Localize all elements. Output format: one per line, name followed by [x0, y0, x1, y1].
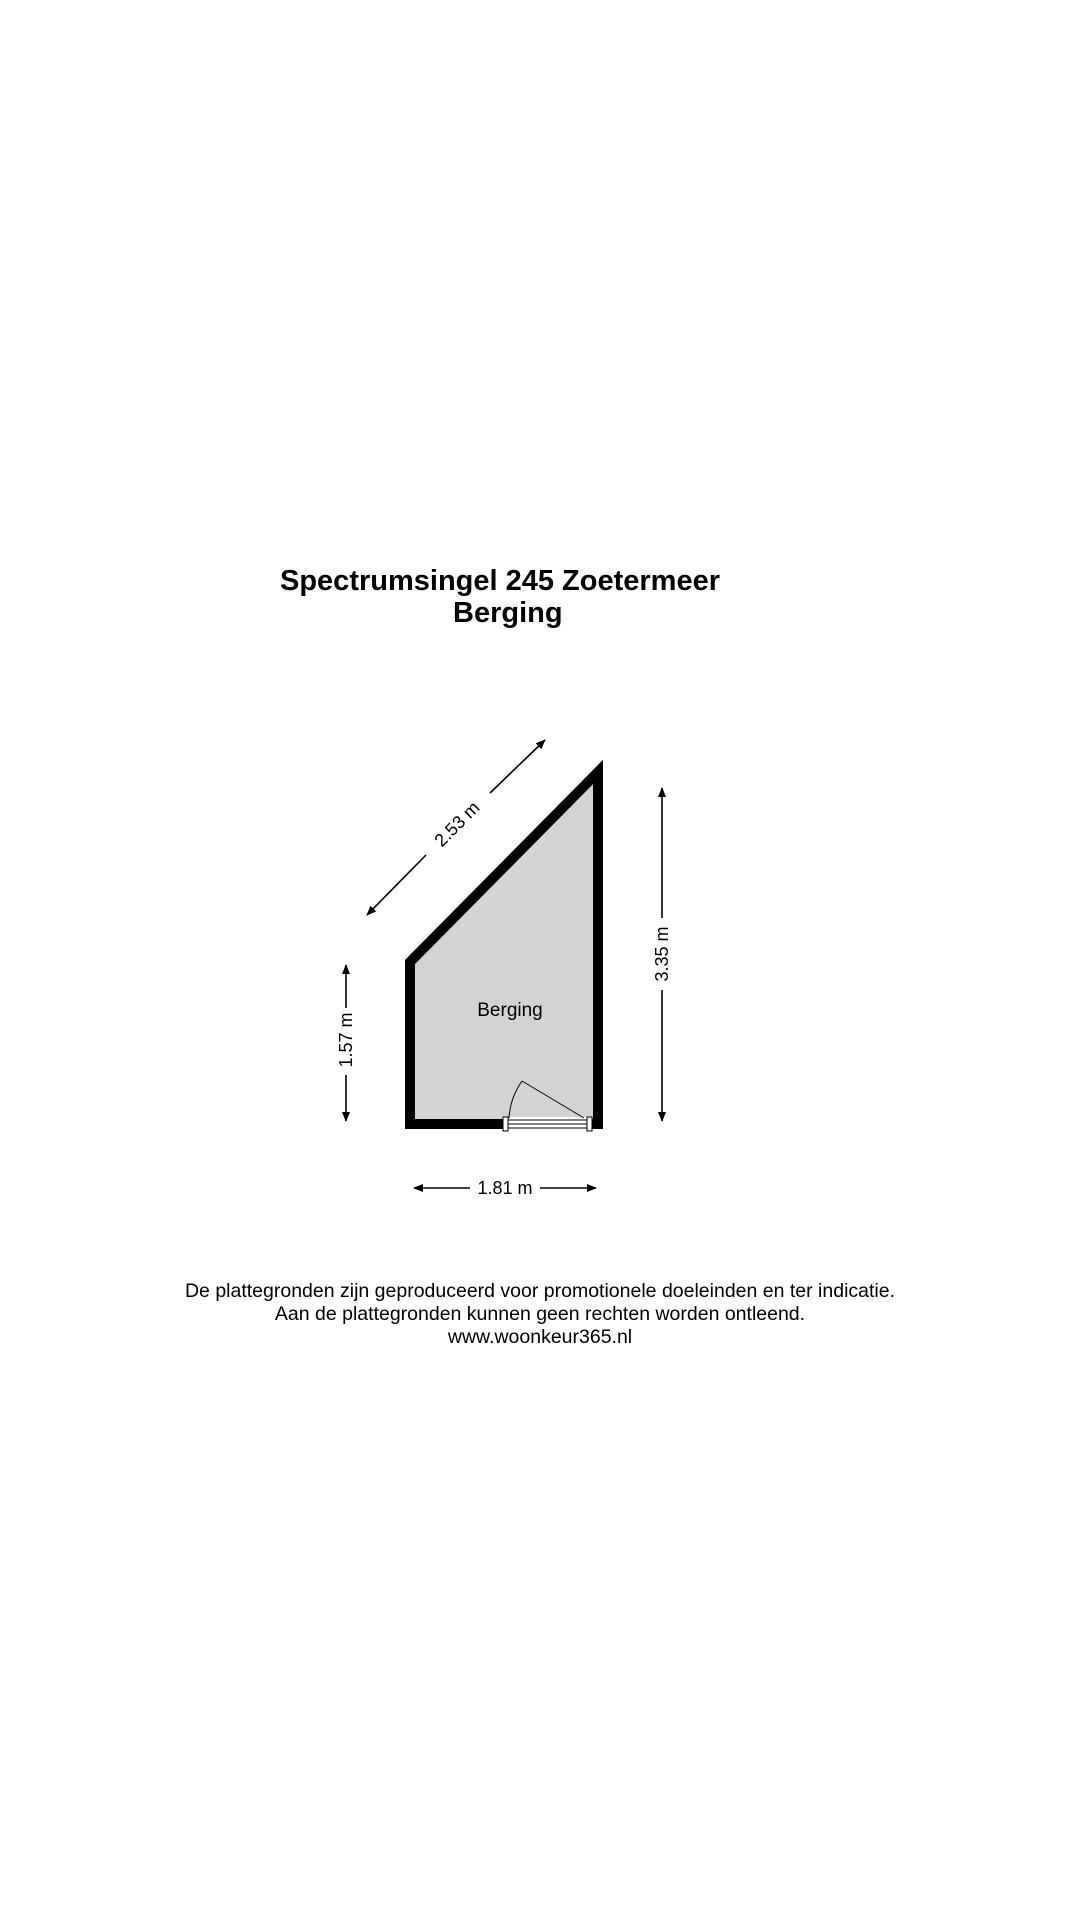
- dimension-diagonal-line-b: [490, 740, 545, 793]
- disclaimer-line-1: De plattegronden zijn geproduceerd voor promotionele doeleinden en ter indicatie.: [184, 1280, 896, 1302]
- dimension-diagonal-line-a: [367, 855, 426, 915]
- dimension-right-label: 3.35 m: [652, 926, 672, 982]
- door-jamb-left: [503, 1117, 508, 1131]
- disclaimer-line-2: Aan de plattegronden kunnen geen rechten worden ontleend.: [274, 1303, 806, 1325]
- door-jamb-right: [587, 1117, 592, 1131]
- room-label: Berging: [477, 1000, 543, 1021]
- dimension-bottom-label: 1.81 m: [477, 1178, 533, 1198]
- room-title: Berging: [453, 597, 563, 629]
- dimension-diagonal-label: 2.53 m: [430, 797, 484, 851]
- disclaimer: [0, 1280, 1080, 1349]
- website-link: www.woonkeur365.nl: [447, 1326, 633, 1348]
- address-title: Spectrumsingel 245 Zoetermeer: [280, 565, 721, 597]
- room-floor: [410, 772, 598, 1124]
- dimension-left-label: 1.57 m: [336, 1012, 356, 1068]
